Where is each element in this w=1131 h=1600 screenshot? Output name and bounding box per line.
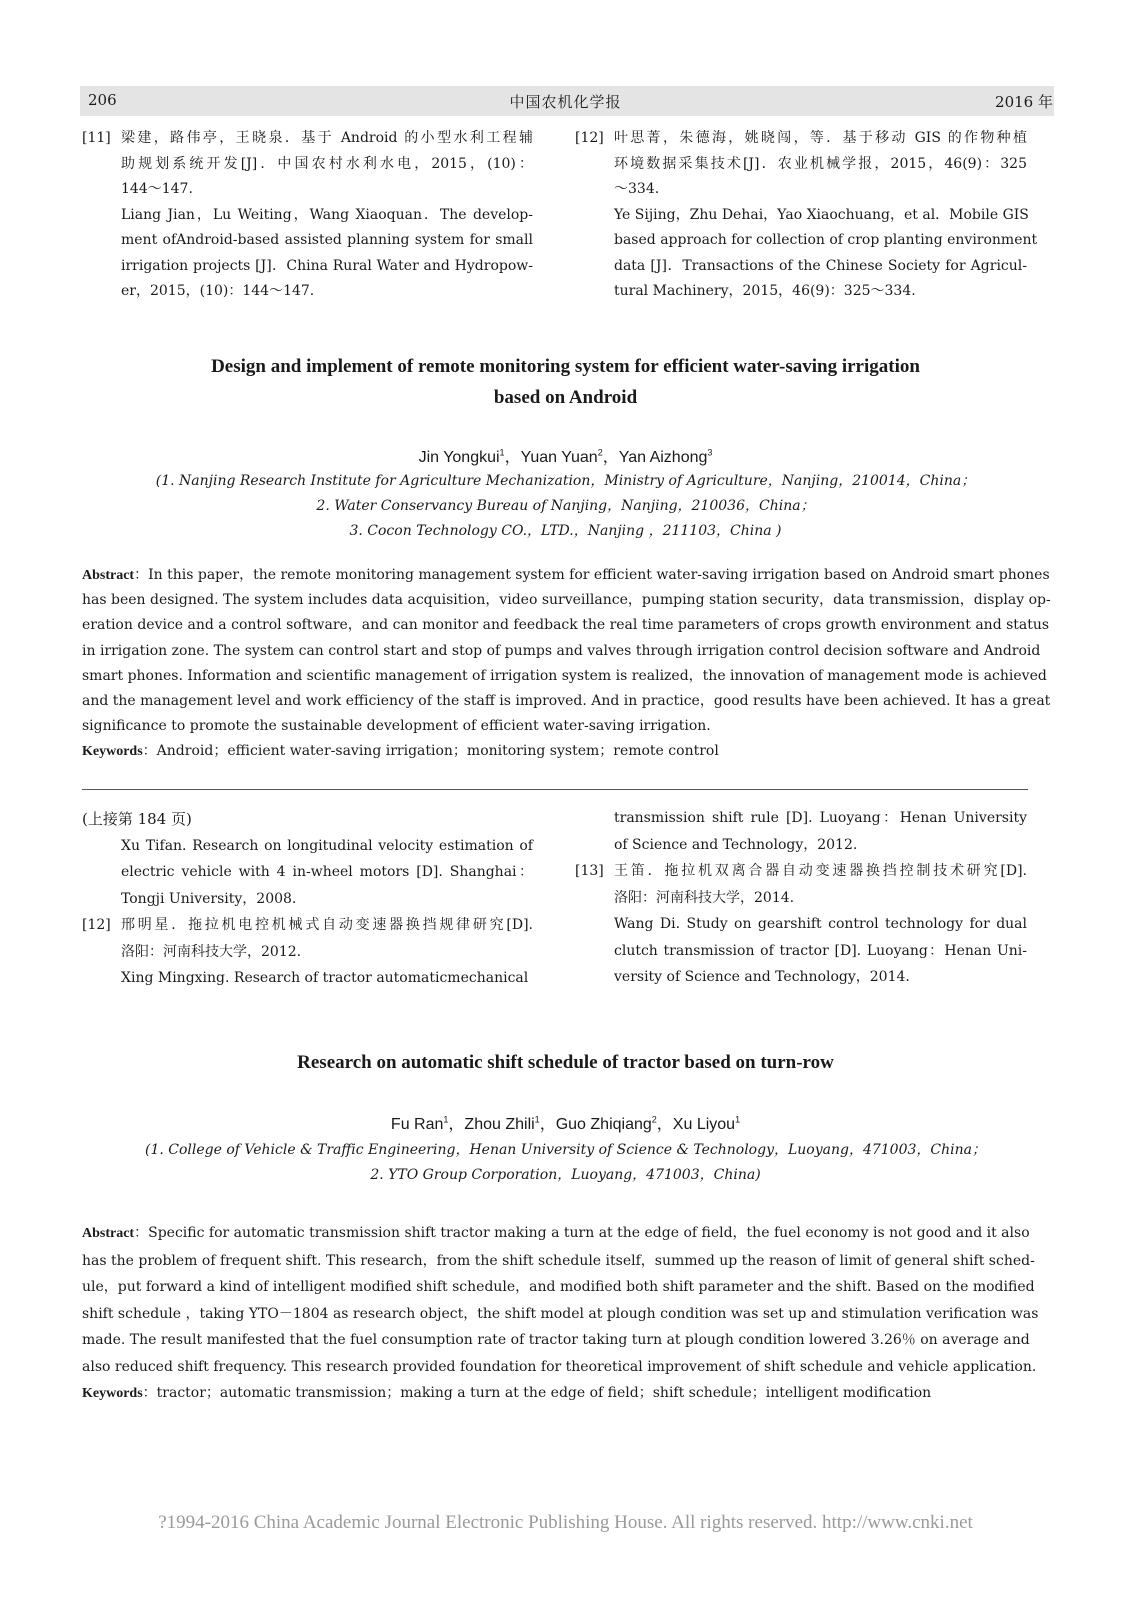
text-line: 环境数据采集技术[J]．农业机械学报，2015，46(9)：325 (614, 155, 1027, 172)
text-line: also reduced shift frequency. This research provided foundation for theoretical improvement of shift schedule and vehicle application. (82, 1358, 1037, 1375)
continuation-note: (上接第 184 页) (82, 810, 192, 828)
text-line: shift schedule ，taking YTO－1804 as research object，the shift model at plough condition was set up and stimulation verification was (82, 1305, 1039, 1322)
text-line: Wang Di. Study on gearshift control technology for dual (614, 916, 1027, 932)
text-line: of Science and Technology，2012. (614, 836, 858, 853)
author-affiliation-mark: 1 (735, 1114, 741, 1125)
abstract (82, 563, 1051, 765)
text-line: Xu Tifan. Research on longitudinal velocity estimation of (121, 837, 533, 854)
text-line (82, 563, 1050, 588)
author-affiliation-mark: 2 (651, 1114, 657, 1125)
text-line: er，2015，(10)：144～147. (121, 283, 315, 299)
affiliation-line: 3. Cocon Technology CO.，LTD.，Nanjing ，211103，China ) (349, 523, 782, 539)
author-name: Xu Liyou (672, 1116, 736, 1133)
reference-number: [13] (575, 863, 604, 879)
text-line: ment ofAndroid-based assisted planning system for small (121, 232, 533, 248)
text-line: smart phones. Information and scientific management of irrigation system is realized，the innovation of management mode is achieved (82, 667, 1047, 684)
text-line: clutch transmission of tractor [D]. Luoyang：Henan Uni- (614, 942, 1027, 959)
text-line: in irrigation zone. The system can control start and stop of pumps and valves through irrigation control decision software and Android (82, 642, 1041, 659)
text-line: Tongji University，2008. (121, 890, 297, 907)
abstract-text: ：Specific for automatic transmission shift tractor making a turn at the edge of field，the fuel economy is not good and it also (134, 1225, 1030, 1241)
keywords: Keywords：tractor；automatic transmission；making a turn at the edge of field；shift schedule；intelligent modification (82, 1385, 932, 1401)
text-line: ～334. (614, 181, 660, 197)
author-name: Zhou Zhili (464, 1116, 535, 1133)
reference-number: [12] (82, 917, 111, 933)
text-line (82, 1220, 1030, 1248)
reference-entry (82, 912, 533, 992)
author-name: Fu Ran (390, 1116, 444, 1133)
author-name: Jin Yongkui (418, 449, 500, 466)
text-line: 叶思菁，朱德海，姚晓闯，等．基于移动 GIS 的作物种植 (614, 130, 1027, 146)
author-name: Guo Zhiqiang (555, 1116, 652, 1133)
author-affiliation-mark: 1 (534, 1114, 540, 1125)
reference-11 (82, 126, 533, 305)
author-affiliation-mark: 1 (499, 447, 505, 458)
text-line: versity of Science and Technology，2014. (614, 969, 910, 985)
text-line: eration device and a control software，and can monitor and feedback the real time parameters of crops growth environment and status (82, 617, 1050, 634)
reference-entry (575, 858, 1027, 991)
affiliations (0, 469, 1131, 544)
text-line: ule，put forward a kind of intelligent modified shift schedule，and modified both shift parameter and the shift. Based on the modified (82, 1279, 1035, 1295)
reference-entry (575, 805, 1027, 858)
text-line: based approach for collection of crop planting environment (614, 232, 1038, 248)
author-affiliation-mark: 2 (597, 447, 603, 458)
text-line: 梁建，路伟亭，王晓泉．基于 Android 的小型水利工程辅 (121, 130, 533, 146)
continued-references-left (82, 806, 533, 992)
reference-number: [12] (575, 130, 604, 146)
text-line: 144～147. (121, 181, 193, 197)
author-affiliation-mark: 3 (707, 447, 713, 458)
article-title: Research on automatic shift schedule of tractor based on turn-row (297, 1052, 834, 1073)
affiliations (0, 1138, 1131, 1188)
author-list: Jin Yongkui$^1$，Yuan Yuan$^2$，Yan Aizhong$^3$ (418, 447, 713, 466)
text-line: 洛阳：河南科技大学，2014. (614, 889, 795, 906)
header-year: 2016 年 (995, 93, 1053, 111)
section-divider (82, 789, 1028, 790)
text-line: 王笛．拖拉机双离合器自动变速器换挡控制技术研究[D]. (614, 863, 1027, 879)
text-line: 助规划系统开发[J]．中国农村水利水电，2015，(10)： (121, 155, 533, 172)
text-line: irrigation projects [J]．China Rural Water and Hydropow- (121, 257, 533, 274)
affiliation-line: 2. YTO Group Corporation，Luoyang，471003，China) (370, 1167, 761, 1183)
page-number: 206 (88, 91, 117, 109)
text-line: significance to promote the sustainable development of efficient water-saving irrigation. (82, 718, 711, 735)
affiliation-line: 2. Water Conservancy Bureau of Nanjing，Nanjing，210036，China； (316, 498, 815, 514)
reference-number: [11] (82, 130, 111, 146)
author-name: Yan Aizhong (618, 449, 708, 466)
copyright-footer: ?1994-2016 China Academic Journal Electronic Publishing House. All rights reserved. http://www.cnki.net (158, 1512, 973, 1533)
text-line: Liang Jian，Lu Weiting，Wang Xiaoquan．The develop- (121, 206, 533, 223)
text-line: and the management level and work efficiency of the staff is improved. And in practice，good results have been achieved. It has a great (82, 693, 1051, 710)
author-name: Yuan Yuan (520, 449, 598, 466)
text-line: has the problem of frequent shift. This research，from the shift schedule itself，summed up the reason of limit of general shift sched- (82, 1252, 1035, 1269)
article-title: Design and implement of remote monitoring system for efficient water-saving irrigation based on Android (211, 356, 920, 408)
reference-entry (82, 833, 533, 913)
abstract-text: ：In this paper，the remote monitoring management system for efficient water-saving irrigation based on Android smart phones (134, 567, 1050, 583)
text-line: 洛阳：河南科技大学，2012. (121, 943, 302, 960)
author-list: Fu Ran$^1$，Zhou Zhili$^1$，Guo Zhiqiang$^2$，Xu Liyou$^1$ (390, 1114, 741, 1133)
abstract-label: Abstract (82, 1226, 135, 1241)
text-line: tural Machinery，2015，46(9)：325～334. (614, 283, 916, 299)
text-line: data [J]．Transactions of the Chinese Society for Agricul- (614, 257, 1027, 274)
text-line: made. The result manifested that the fuel consumption rate of tractor taking turn at plough condition lowered 3.26％ on average and (82, 1332, 1030, 1348)
affiliation-line: (1. Nanjing Research Institute for Agriculture Mechanization，Ministry of Agriculture，Nanjing，210014，China； (155, 473, 976, 489)
abstract-label: Abstract (82, 568, 135, 583)
author-affiliation-mark: 1 (443, 1114, 449, 1125)
journal-name: 中国农机化学报 (509, 93, 622, 111)
text-line: electric vehicle with 4 in-wheel motors [D]. Shanghai： (121, 864, 533, 880)
abstract (82, 1220, 1039, 1408)
continued-references-right (575, 805, 1027, 991)
text-line: Xing Mingxing. Research of tractor automaticmechanical (121, 970, 529, 986)
text-line: Ye Sijing，Zhu Dehai，Yao Xiaochuang，et al．Mobile GIS (614, 206, 1029, 223)
reference-12 (575, 126, 1038, 305)
text-line: has been designed. The system includes data acquisition，video surveillance，pumping station security，data transmission，display op- (82, 592, 1051, 609)
text-line: transmission shift rule [D]. Luoyang：Henan University (614, 810, 1027, 826)
text-line: 邢明星．拖拉机电控机械式自动变速器换挡规律研究[D]. (121, 917, 533, 933)
affiliation-line: (1. College of Vehicle & Traffic Engineering，Henan University of Science & Technology，Luoyang，471003，China； (145, 1142, 986, 1158)
keywords: Keywords：Android；efficient water-saving irrigation；monitoring system；remote control (82, 743, 719, 760)
